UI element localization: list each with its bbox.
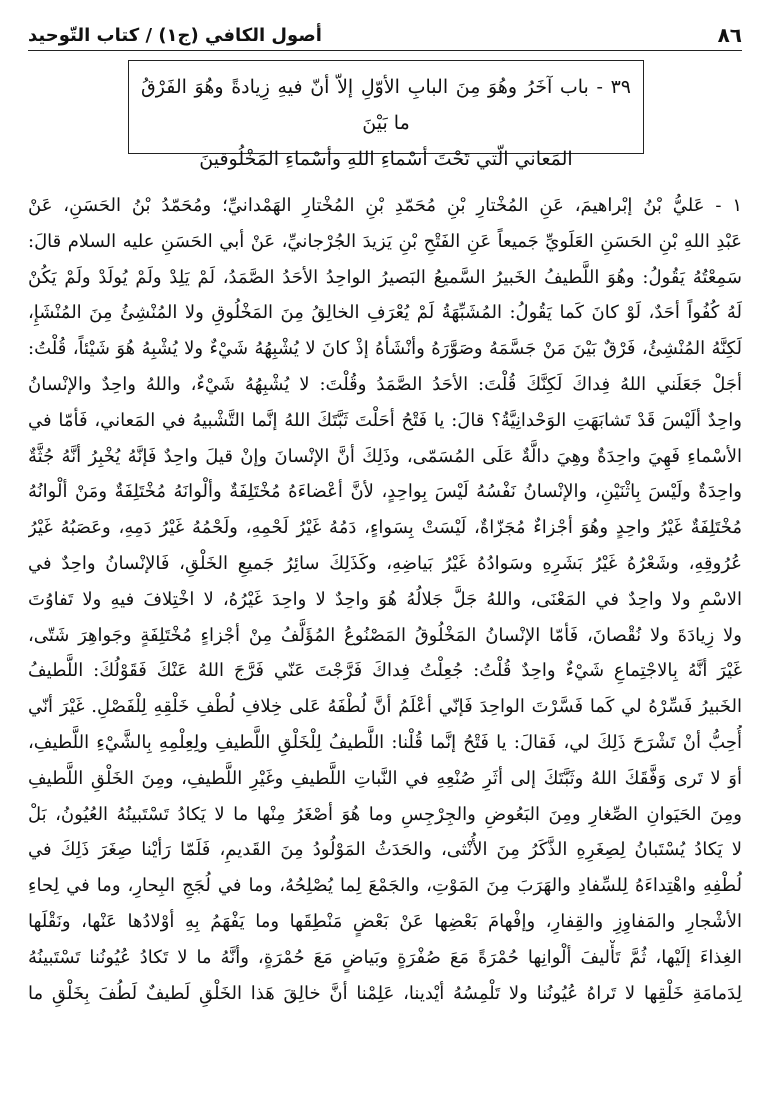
hadith-text: [28, 188, 742, 1098]
running-title: أصول الكافي (ج١) / كتاب التّوحيد: [28, 24, 322, 46]
text-line: غَيْرَ أنَّهُ بِالاجْتِماعِ شَيْءٌ واحِدٌ قُلْتُ: جُعِلْتُ فِداكَ فَرَّجْتَ عَنّي فَرَّجَ اللهُ عَنْكَ فَقَوْلُكَ: اللَّطيفُ: [28, 660, 742, 682]
text-line: الاسْمِ ولا واحِدٌ في المَعْنَى، واللهُ جَلَّ جَلالُهُ هُوَ واحِدٌ لا واحِدَ غَيْرُهُ، لا اخْتِلافَ فيهِ ولا تَفاوُتَ: [28, 588, 742, 610]
chapter-title-box: [128, 60, 644, 170]
text-line: ومِنَ الحَيَوانِ الصِّغارِ ومِنَ البَعُوضِ والجِرْجِسِ وما هُوَ أصْغَرُ مِنْها ما لا يَكادُ تَسْتَبينُهُ العُيُونُ، بَلْ: [28, 803, 742, 825]
text-line: مُخْتَلِفَةٌ غَيْرُ واحِدٍ وهُوَ أجْزاءٌ مُجَزّاةٌ، لَيْسَتْ بِسَواءٍ، دَمُهُ غَيْرُ لَحْمِهِ، ولَحْمُهُ غَيْرُ دَمِهِ، وعَصَبُهُ غَيْرُ: [28, 517, 742, 539]
page-header: [28, 20, 742, 51]
chapter-title-line: ٣٩ - باب آخَرُ وهُوَ مِنَ البابِ الأوّلِ إلاّ أنّ فيهِ زِيادةً وهُوَ الفَرْقُ ما بَيْنَ: [141, 76, 631, 134]
text-line: الخَبيرُ فَسِّرْهُ لي كَما فَسَّرْتَ الواحِدَ فَإنّي أعْلَمُ أنَّ لُطْفَهُ عَلى خِلافِ لُطْفِ خَلْقِهِ لِلْفَصْلِ. غَيْرَ أنّي: [28, 696, 742, 718]
text-line: الأسْماءِ فَهِيَ واحِدَةٌ وهِيَ دالَّةٌ عَلَى المُسَمّى، وذَلِكَ أنَّ الإنْسانَ وإنْ قيلَ واحِدٌ فَإنَّهُ يُخْبِرُ أنَّهُ جُثَّةٌ: [28, 445, 742, 467]
text-line: أوَ لا تَرى وَفَّقَكَ اللهُ وثَبَّتَكَ إلى أثَرِ صُنْعِهِ في النَّباتِ اللَّطيفِ وغَيْرِ اللَّطيفِ، ومِنَ الخَلْقِ اللَّطيفِ: [28, 767, 742, 789]
text-line: لا يَكادُ يُسْتَبانُ لِصِغَرِهِ الذَّكَرُ مِنَ الأُنْثى، والحَدَثُ المَوْلُودُ مِنَ القَديمِ، فَلَمّا رَأيْنا صِغَرَ ذَلِكَ في: [28, 839, 742, 861]
page-number: ٨٦: [717, 23, 742, 47]
text-line: لَهُ كُفُواً أحَدٌ، لَوْ كانَ كَما يَقُولُ: المُشَبِّهَةُ لَمْ يُعْرَفِ الخالِقُ مِنَ المَخْلُوقِ ولا المُنْشِئُ مِنَ المُنْشَإِ،: [28, 302, 742, 324]
text-line: عَبْدِ اللهِ بْنِ الحَسَنِ العَلَويِّ جَميعاً عَنِ الفَتْحِ بْنِ يَزيدَ الجُرْجانيِّ، عَنْ أبي الحَسَنِ عليه السلام قالَ:: [28, 230, 742, 252]
text-line: عُرُوقِهِ، وشَعْرُهُ غَيْرُ بَشَرِهِ وسَوادُهُ غَيْرُ بَياضِهِ، وكَذَلِكَ سائِرُ جَميعِ الخَلْقِ، فَالإنْسانُ واحِدٌ في: [28, 552, 742, 574]
text-line: الأشْجارِ والمَفاوِزِ والقِفارِ، وإفْهامَ بَعْضِها عَنْ بَعْضٍ مَنْطِقَها وما يَفْهَمُ بِهِ أوْلادُها عَنْها، ونَقْلَها: [28, 910, 742, 932]
text-line: سَمِعْتُهُ يَقُولُ: وهُوَ اللَّطيفُ الخَبيرُ السَّميعُ البَصيرُ الواحِدُ الأحَدُ الصَّمَدُ، لَمْ يَلِدْ ولَمْ يُولَدْ ولَمْ يَكُنْ: [28, 266, 742, 288]
text-line: ولا زِيادَةَ ولا نُقْصانَ، فَأمّا الإنْسانُ المَخْلُوقُ المَصْنُوعُ المُؤَلَّفُ مِنْ أجْزاءٍ مُخْتَلِفَةٍ وجَواهِرَ شَتّى،: [28, 624, 742, 646]
text-line: أجَلْ جَعَلَني اللهُ فِداكَ لَكِنَّكَ قُلْتَ: الأحَدُ الصَّمَدُ وقُلْتَ: لا يُشْبِهُهُ شَيْءٌ، واللهُ واحِدٌ والإنْسانُ: [28, 373, 742, 395]
chapter-title-line: المَعاني الّتي تَحْتَ أسْماءِ اللهِ وأسْماءِ المَخْلُوقينَ: [199, 148, 573, 170]
text-line: واحِدٌ ألَيْسَ قَدْ تَشابَهَتِ الوَحْدانِيَّةُ؟ قالَ: يا فَتْحُ أحَلْتَ ثَبَّتَكَ اللهُ إنَّما التَّشْبيهُ في المَعاني، فَأمّا في: [28, 409, 742, 431]
text-line: الغِذاءَ إلَيْها، ثُمَّ تَأْليفَ ألْوانِها حُمْرَةً مَعَ صُفْرَةٍ وبَياضٍ مَعَ حُمْرَةٍ، وأنَّهُ ما لا تَكادُ عُيُونُنا تَسْتَبينُهُ: [28, 946, 742, 968]
text-line: لِدَمامَةِ خَلْقِها لا تَراهُ عُيُونُنا ولا تَلْمِسُهُ أيْدينا، عَلِمْنا أنَّ خالِقَ هَذا الخَلْقِ لَطيفٌ لَطُفَ بِخَلْقِ ما: [28, 982, 742, 1004]
text-line: واحِدَةٌ ولَيْسَ بِاثْنَيْنِ، والإنْسانُ نَفْسُهُ لَيْسَ بِواحِدٍ، لأنَّ أعْضاءَهُ مُخْتَلِفَةٌ وألْوانَهُ مُخْتَلِفَةٌ ومَنْ ألْوانُهُ: [28, 481, 742, 503]
text-line: ١ - عَليُّ بْنُ إبْراهيمَ، عَنِ المُخْتارِ بْنِ مُحَمّدِ بْنِ المُخْتارِ الهَمْدانيِّ؛ ومُحَمّدُ بْنُ الحَسَنِ، عَنْ: [28, 195, 742, 216]
text-line: لَكِنَّهُ المُنْشِئُ، فَرْقٌ بَيْنَ مَنْ جَسَّمَهُ وصَوَّرَهُ وأنْشَأهُ إذْ كانَ لا يُشْبِهُهُ شَيْءٌ ولا يُشْبِهُ هُوَ شَيْئاً، قُلْتُ:: [28, 338, 742, 360]
text-line: أُحِبُّ أنْ تَشْرَحَ ذَلِكَ لي، فَقالَ: يا فَتْحُ إنَّما قُلْنا: اللَّطيفُ لِلْخَلْقِ اللَّطيفِ ولِعِلْمِهِ بِالشَّيْءِ اللَّطيفِ،: [28, 731, 742, 753]
text-line: لُطْفِهِ واهْتِداءَهُ لِلسِّفادِ والهَرَبَ مِنَ المَوْتِ، والجَمْعَ لِما يُصْلِحُهُ، وما في لُجَجِ البِحارِ، وما في لِحاءِ: [28, 875, 742, 897]
